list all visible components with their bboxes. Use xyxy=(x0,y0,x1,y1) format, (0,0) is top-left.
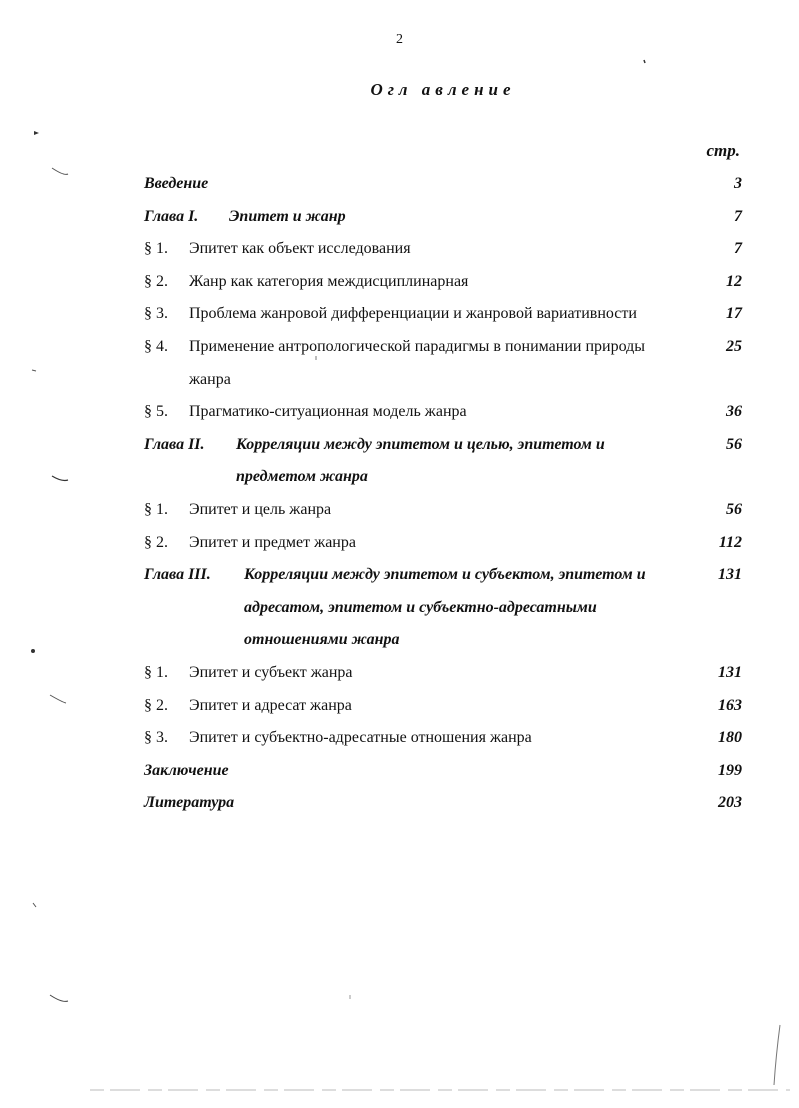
scan-mark xyxy=(52,476,68,481)
toc-entry-page: 163 xyxy=(718,696,742,714)
toc-entry-title: Прагматико-ситуационная модель жанра xyxy=(189,403,467,421)
toc-entry-page: 199 xyxy=(718,761,742,779)
toc-entry-number: § 3. xyxy=(144,729,168,747)
toc-entry-page: 7 xyxy=(734,207,742,225)
toc-entry-number: § 2. xyxy=(144,533,168,551)
toc-entry-title: Эпитет и субъект жанра xyxy=(189,663,353,681)
toc-entry-page: 3 xyxy=(734,175,742,192)
toc-entry-page: 17 xyxy=(726,305,742,323)
scan-mark xyxy=(50,695,66,703)
toc-entry-title: Корреляции между эпитетом и целью, эпитетом и предметом жанра xyxy=(236,435,605,486)
toc-entry-title: Проблема жанровой дифференциации и жанровой вариативности xyxy=(189,305,637,323)
toc-entry-number: § 1. xyxy=(144,500,168,518)
toc-entry-number: Глава I. xyxy=(144,207,199,225)
toc-entry-page: 25 xyxy=(726,337,742,355)
toc-entry-page: 203 xyxy=(718,794,742,812)
scan-mark xyxy=(774,1025,780,1085)
toc-entry-page: 131 xyxy=(718,663,742,681)
page-column-header: стр. xyxy=(706,141,740,160)
scan-mark xyxy=(52,168,68,174)
scan-mark xyxy=(32,370,36,371)
toc-entry-title: Применение антропологической парадигмы в понимании природы жанра xyxy=(189,337,646,388)
toc-entry-title: Эпитет и адресат жанра xyxy=(189,696,352,714)
scan-mark xyxy=(644,60,645,63)
toc-entry-page: 56 xyxy=(726,500,742,518)
toc-entry-number: § 2. xyxy=(144,696,168,714)
toc-entry-title: Жанр как категория междисциплинарная xyxy=(189,272,469,290)
toc-entry-number: § 1. xyxy=(144,240,168,258)
toc-entry-page: 112 xyxy=(718,533,742,551)
toc-entry-page: 56 xyxy=(726,435,742,453)
toc-entry-page: 131 xyxy=(718,566,742,584)
scan-mark xyxy=(34,131,39,135)
toc-entry-title: Эпитет и цель жанра xyxy=(189,500,332,518)
toc-entry-title: Введение xyxy=(144,175,209,192)
scan-mark xyxy=(50,995,68,1001)
toc-entry-title: Эпитет как объект исследования xyxy=(189,240,411,258)
scan-mark xyxy=(31,649,35,653)
toc-entry-number: Глава II. xyxy=(144,435,205,453)
toc-entry-page: 7 xyxy=(734,240,742,258)
page-number: 2 xyxy=(396,32,403,47)
toc-entry-number: § 5. xyxy=(144,403,168,421)
toc-entry-title: Литература xyxy=(144,794,235,812)
toc-entry-title: Эпитет и субъектно-адресатные отношения жанра xyxy=(189,729,532,747)
toc-entry-title: Эпитет и предмет жанра xyxy=(189,533,356,551)
toc-entry-page: 36 xyxy=(726,403,742,421)
toc-entry-number: § 3. xyxy=(144,305,168,323)
toc-entry-title: Корреляции между эпитетом и субъектом, эпитетом и адресатом, эпитетом и субъектно-адресатными отношениями жанра xyxy=(244,566,646,649)
toc-entry-title: Эпитет и жанр xyxy=(229,207,346,225)
toc-entry-number: § 4. xyxy=(144,337,168,355)
toc-entry-title: Заключение xyxy=(144,761,229,779)
toc-entry-number: § 2. xyxy=(144,272,168,290)
scan-mark xyxy=(33,903,36,907)
toc-entry-number: Глава III. xyxy=(144,566,211,584)
toc-entry-number: § 1. xyxy=(144,663,168,681)
document-title: Огл авление xyxy=(370,80,516,99)
toc-entry-page: 12 xyxy=(726,272,742,290)
toc-entry-page: 180 xyxy=(718,729,742,747)
